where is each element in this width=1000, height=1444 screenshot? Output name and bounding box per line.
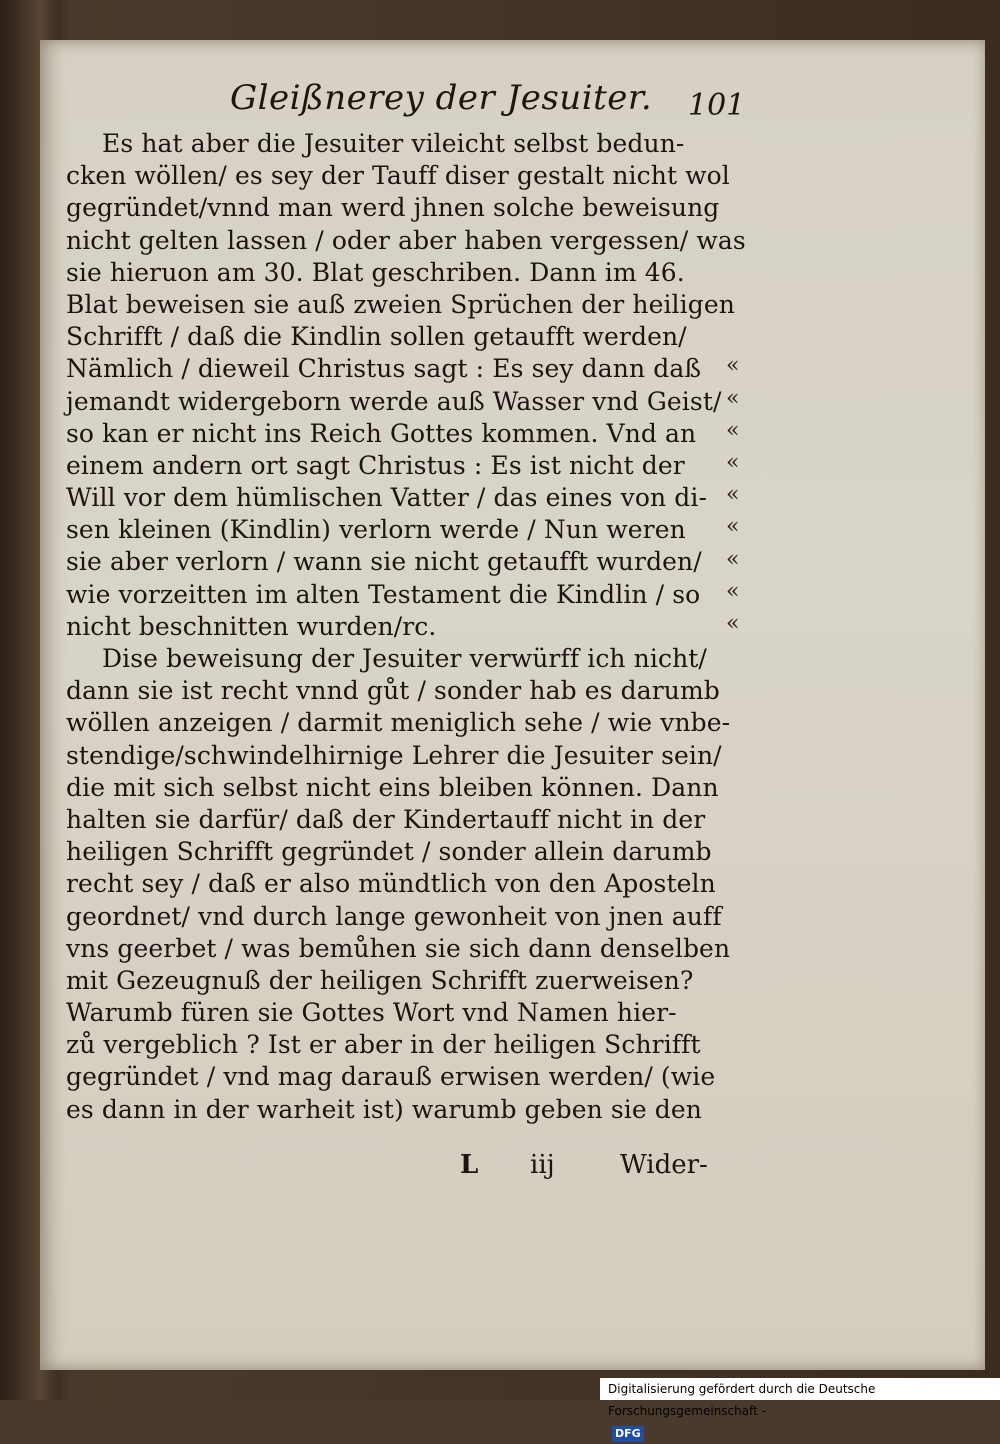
signature-line bbox=[460, 1150, 730, 1186]
text-line: die mit sich selbst nicht eins bleiben können. Dann bbox=[66, 772, 719, 802]
text-line: Will vor dem hümlischen Vatter / das eines von di- bbox=[66, 483, 708, 513]
catchword: Wider- bbox=[620, 1150, 708, 1180]
text-line: Es hat aber die Jesuiter vileicht selbst bedun- bbox=[102, 129, 685, 158]
text-line: Blat beweisen sie auß zweien Sprüchen der heiligen bbox=[66, 289, 735, 319]
text-line: nicht beschnitten wurden/rc. bbox=[66, 611, 437, 641]
quote-mark: « bbox=[726, 482, 740, 508]
text-line: wie vorzeitten im alten Testament die Kindlin / so bbox=[66, 579, 701, 609]
text-line: sie hieruon am 30. Blat geschriben. Dann im 46. bbox=[66, 257, 685, 287]
text-line: nicht gelten lassen / oder aber haben vergessen/ was bbox=[66, 225, 746, 255]
quote-mark: « bbox=[726, 353, 740, 379]
page-number: 101 bbox=[688, 88, 746, 123]
signature-mark: L bbox=[460, 1150, 479, 1180]
text-line: cken wöllen/ es sey der Tauff diser gestalt nicht wol bbox=[66, 161, 730, 191]
quote-mark: « bbox=[726, 514, 740, 540]
text-line: Schrifft / daß die Kindlin sollen getaufft werden/ bbox=[66, 322, 687, 352]
text-line: sen kleinen (Kindlin) verlorn werde / Nun weren bbox=[66, 515, 686, 545]
text-line: geordnet/ vnd durch lange gewonheit von jnen auff bbox=[66, 901, 722, 931]
text-line: sie aber verlorn / wann sie nicht getaufft wurden/ bbox=[66, 547, 702, 577]
footer-credit: Digitalisierung gefördert durch die Deutsche Forschungsgemeinschaft - bbox=[608, 1382, 876, 1418]
text-line: Nämlich / dieweil Christus sagt : Es sey dann daß bbox=[66, 354, 702, 384]
text-line: jemandt widergeborn werde auß Wasser vnd Geist/ bbox=[66, 386, 722, 416]
dfg-logo: DFG bbox=[612, 1426, 644, 1442]
text-line: zů vergeblich ? Ist er aber in der heiligen Schrifft bbox=[66, 1030, 701, 1060]
text-line: Warumb füren sie Gottes Wort vnd Namen hier- bbox=[66, 998, 677, 1028]
text-line: gegründet/vnnd man werd jhnen solche beweisung bbox=[66, 193, 720, 223]
text-line: wöllen anzeigen / darmit meniglich sehe / wie vnbe- bbox=[66, 708, 731, 738]
text-line: gegründet / vnd mag darauß erwisen werden/ (wie bbox=[66, 1062, 716, 1092]
text-line: dann sie ist recht vnnd gůt / sonder hab es darumb bbox=[66, 676, 720, 706]
text-line: Dise beweisung der Jesuiter verwürff ich nicht/ bbox=[102, 644, 707, 673]
signature-number: iij bbox=[530, 1150, 555, 1180]
quote-mark: « bbox=[726, 578, 740, 604]
text-line: recht sey / daß er also mündtlich von den Aposteln bbox=[66, 869, 716, 899]
quote-mark: « bbox=[726, 611, 740, 636]
text-line: vns geerbet / was bemůhen sie sich dann denselben bbox=[66, 933, 731, 963]
body-text bbox=[66, 128, 746, 1126]
quote-mark: « bbox=[726, 450, 740, 475]
quote-mark: « bbox=[726, 385, 740, 411]
text-line: heiligen Schrifft gegründet / sonder allein darumb bbox=[66, 837, 712, 867]
quote-mark: « bbox=[726, 546, 740, 572]
text-line: halten sie darfür/ daß der Kindertauff nicht in der bbox=[66, 804, 706, 834]
text-line: es dann in der warheit ist) warumb geben sie den bbox=[66, 1094, 703, 1124]
text-line: so kan er nicht ins Reich Gottes kommen. Vnd an bbox=[66, 418, 697, 448]
text-line: stendige/schwindelhirnige Lehrer die Jesuiter sein/ bbox=[66, 740, 722, 770]
running-head: Gleißnerey der Jesuiter. bbox=[230, 78, 653, 118]
text-line: einem andern ort sagt Christus : Es ist nicht der bbox=[66, 450, 685, 480]
digitization-footer bbox=[600, 1378, 1000, 1440]
quote-mark: « bbox=[726, 417, 740, 443]
text-line: mit Gezeugnuß der heiligen Schrifft zuerweisen? bbox=[66, 965, 694, 995]
